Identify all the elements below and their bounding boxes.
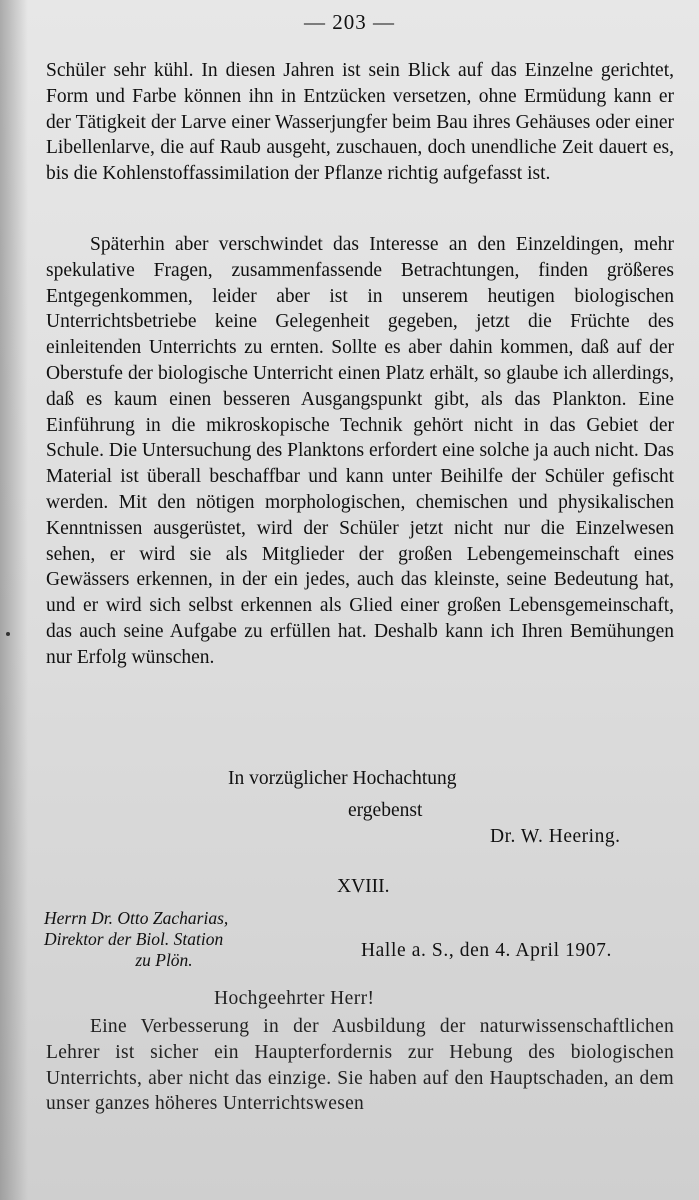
letter-signature: Dr. W. Heering.	[490, 826, 621, 847]
paragraph-2: Späterhin aber verschwindet das Interesse an den Einzeldingen, mehr spekulative Fragen, zusammenfassende Betrachtungen, finden größeres Entgegenkommen, leider aber ist in unserem heutigen biologischen Unterrichtsbetriebe keine Gelegenheit gegeben, jetzt die Früchte des einleitenden Unterrichts zu ernten. Sollte es aber dahin kommen, daß auf der Oberstufe der biologische Unterricht einen Platz erhält, so glaube ich allerdings, daß es kaum einen besseren Ausgangspunkt gibt, als das Plankton. Eine Einführung in die mikroskopische Technik gehört nicht in das Gebiet der Schule. Die Untersuchung des Planktons erfordert eine solche ja auch nicht. Das Material ist überall beschaffbar und kann unter Beihilfe der Schüler gefischt werden. Mit den nötigen morphologischen, chemischen und physikalischen Kenntnissen ausgerüstet, wird der Schüler jetzt nicht nur die Einzelwesen sehen, er wird sie als Mitglieder der großen Lebengemeinschaft eines Gewässers erkennen, in der ein jedes, auch das kleinste, seine Bedeutung hat, und er wird sich selbst erkennen als Glied einer großen Lebensgemeinschaft, das auch seine Aufgabe zu erfüllen hat. Deshalb kann ich Ihren Bemühungen nur Erfolg wünschen.	[46, 234, 674, 668]
paragraph-1: Schüler sehr kühl. In diesen Jahren ist sein Blick auf das Einzelne gerichtet, Form und Farbe können ihn in Entzücken versetzen, ohne Ermüdung kann er der Tätigkeit der Larve einer Wasserjungfer beim Bau ihres Gehäuses oder einer Libellenlarve, die auf Raub ausgeht, zuschauen, doch unendliche Zeit dauert es, bis die Kohlenstoffassimilation der Pflanze richtig aufgefasst ist.	[46, 60, 674, 185]
address-line-1: Herrn Dr. Otto Zacharias,	[44, 908, 229, 928]
letter-closing: In vorzüglicher Hochachtung	[228, 768, 457, 789]
letter-salutation: Hochgeehrter Herr!	[214, 988, 375, 1009]
letter-ergebenst: ergebenst	[348, 800, 423, 821]
address-line-3: zu Plön.	[135, 950, 193, 970]
paragraph-3: Eine Verbesserung in der Ausbildung der naturwissenschaftlichen Lehrer ist sicher ein Haupterfordernis zur Hebung des biologischen Unterrichts, aber nicht das einzige. Sie haben auf den Hauptschaden, an dem unser ganzes höheres Unterrichtswesen	[46, 1016, 674, 1115]
page-number: — 203 —	[304, 10, 395, 34]
margin-mark	[6, 632, 10, 636]
letter-dateline: Halle a. S., den 4. April 1907.	[361, 940, 612, 961]
address-line-2: Direktor der Biol. Station	[44, 929, 224, 949]
recipient-address	[44, 908, 284, 971]
section-number: XVIII.	[337, 876, 390, 897]
